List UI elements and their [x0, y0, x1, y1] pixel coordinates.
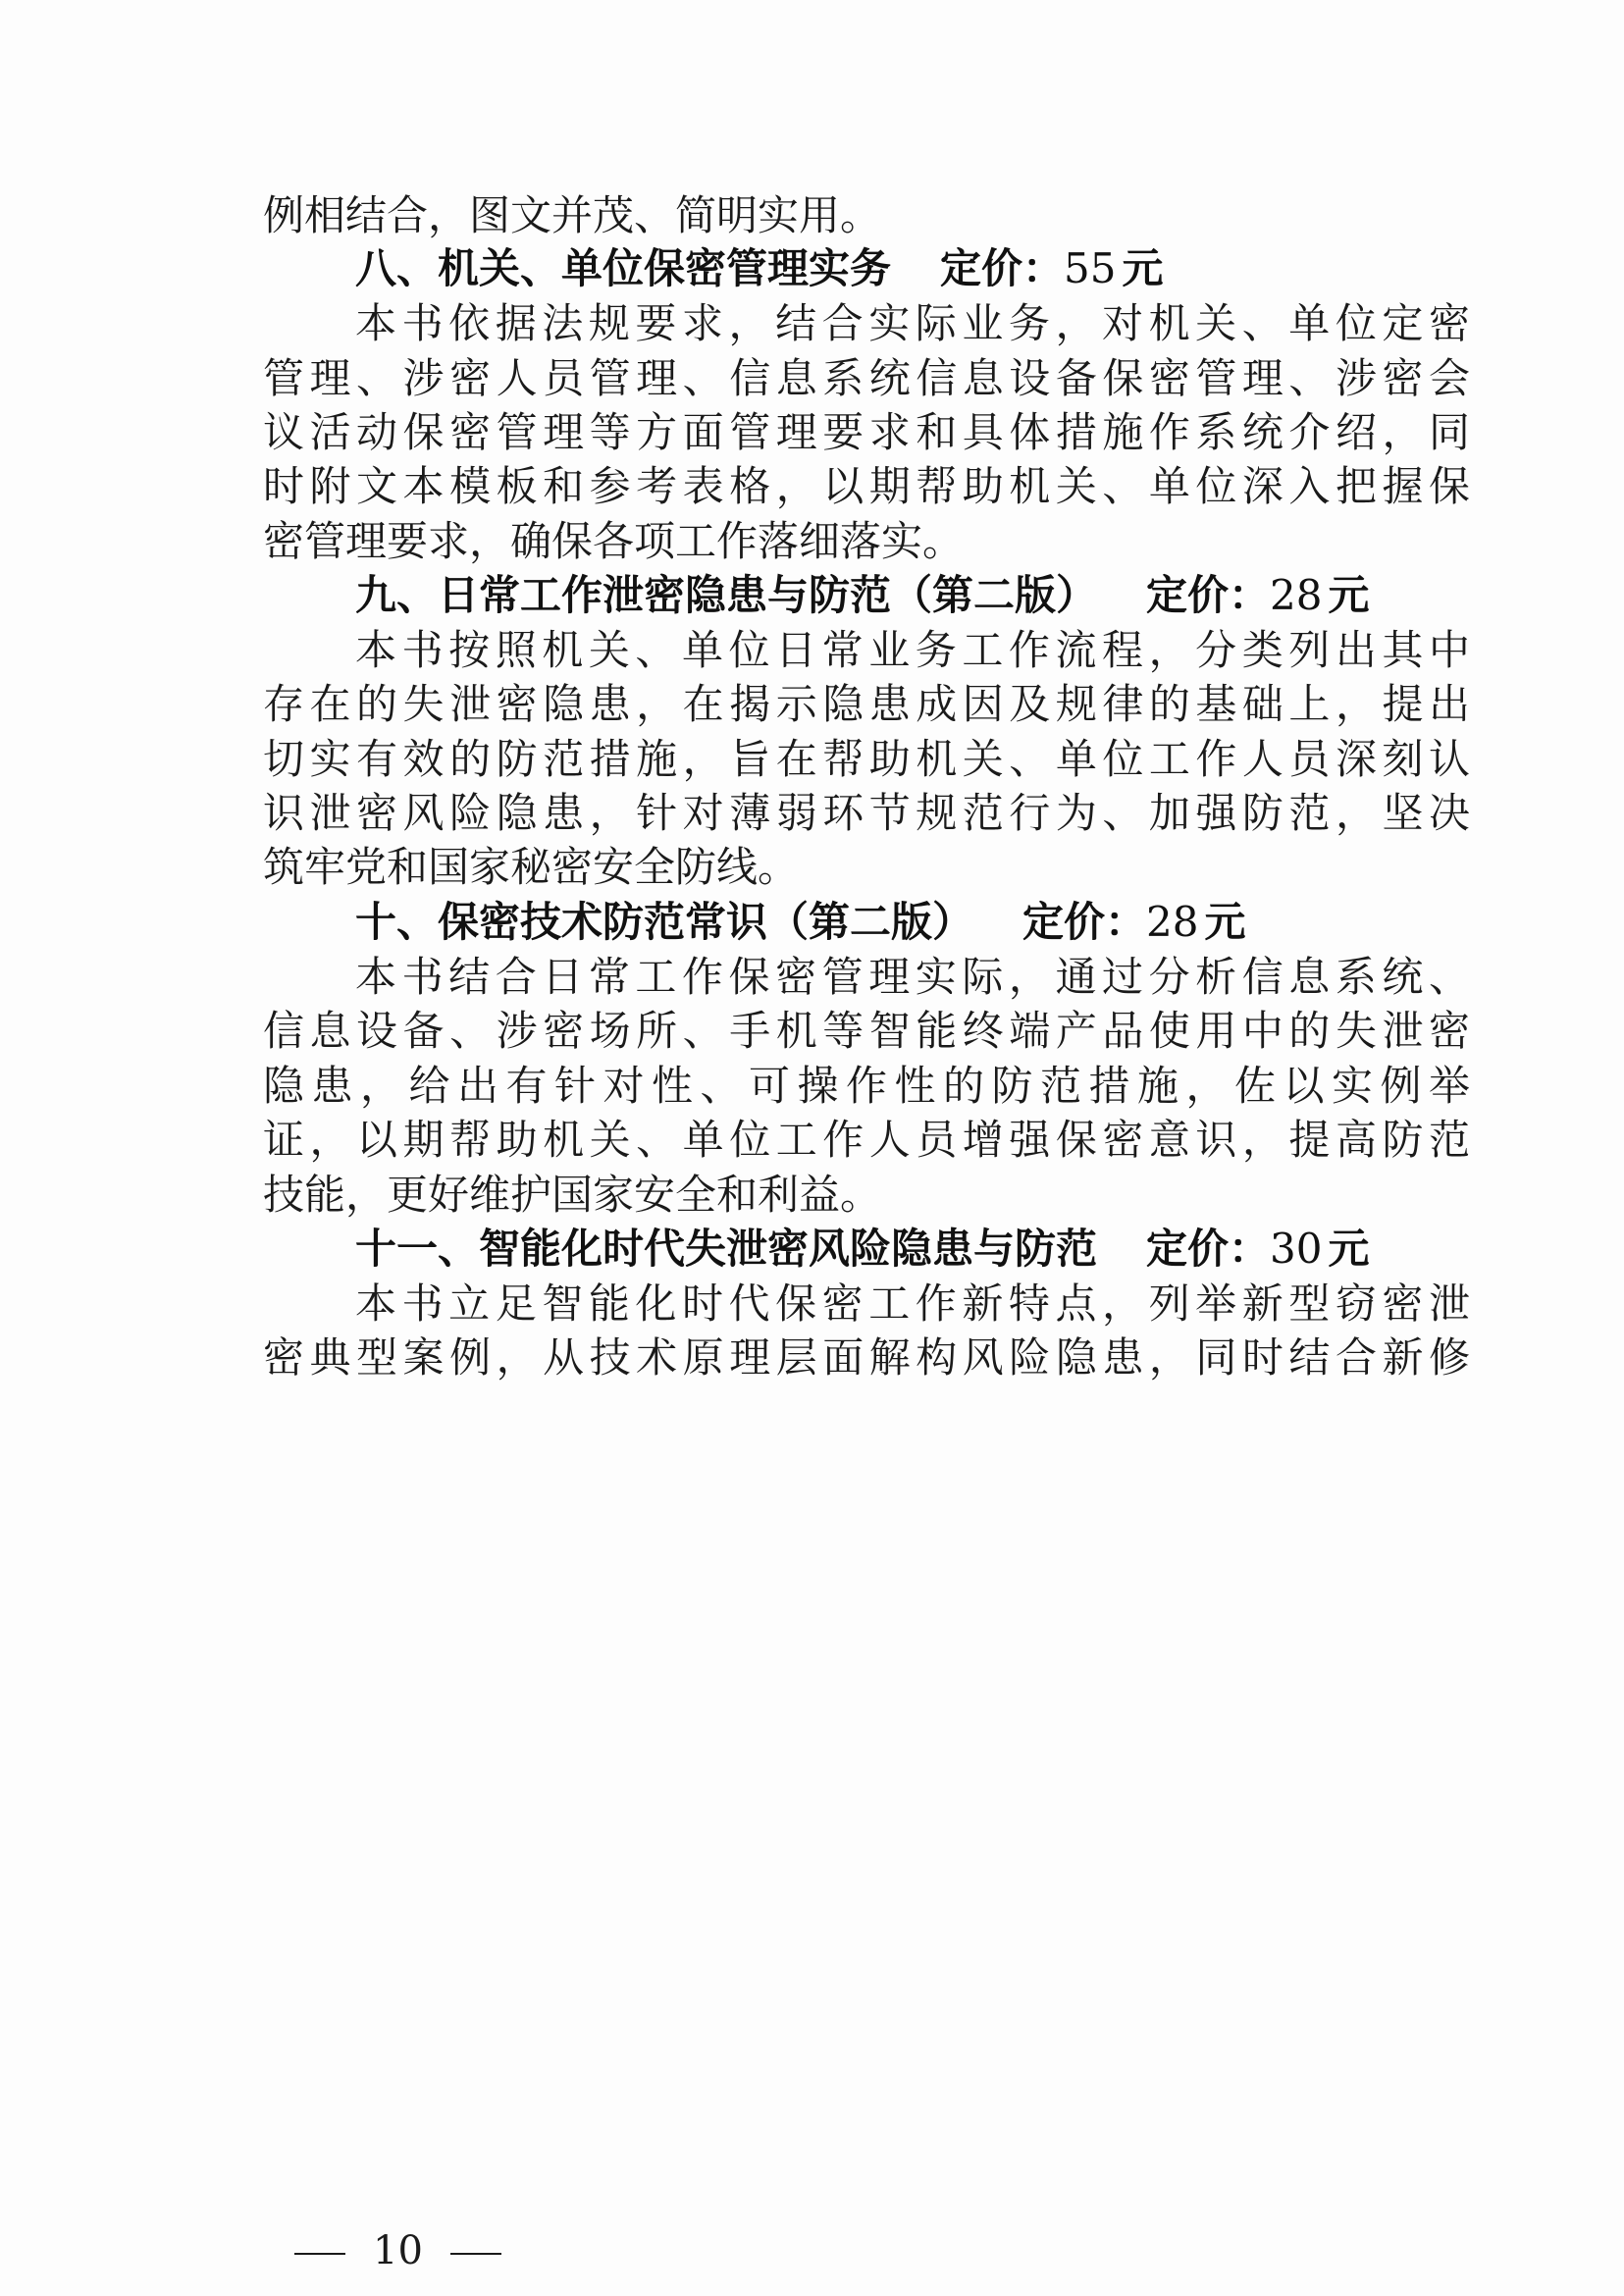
- price-unit: 元: [1122, 244, 1164, 292]
- section-heading: [355, 1224, 1370, 1275]
- paragraph-line: 议活动保密管理等方面管理要求和具体措施作系统介绍，同: [263, 408, 1470, 456]
- section-title: 机关、单位保密管理实务: [438, 244, 892, 292]
- section-title: 智能化时代失泄密风险隐患与防范: [479, 1225, 1098, 1273]
- price-unit: 元: [1328, 1225, 1370, 1273]
- paragraph-line: 本书立足智能化时代保密工作新特点，列举新型窃密泄: [355, 1279, 1470, 1328]
- page-number-value: 10: [373, 2228, 423, 2273]
- paragraph-line: 管理、涉密人员管理、信息系统信息设备保密管理、涉密会: [263, 354, 1470, 402]
- paragraph-line: 密典型案例，从技术原理层面解构风险隐患，同时结合新修: [263, 1333, 1470, 1382]
- section-number: 八、: [355, 244, 439, 292]
- section-number: 九、: [355, 571, 439, 619]
- price-label: 定价：: [940, 244, 1065, 292]
- section-number: 十、: [355, 898, 439, 946]
- section-heading: [355, 243, 1164, 294]
- paragraph-line: 证，以期帮助机关、单位工作人员增强保密意识，提高防范: [263, 1116, 1470, 1164]
- price-value: 30: [1270, 1225, 1323, 1273]
- price-unit: 元: [1204, 898, 1246, 946]
- section-title: 保密技术防范常识（第二版）: [438, 898, 974, 946]
- paragraph-line: 本书结合日常工作保密管理实际，通过分析信息系统、: [355, 953, 1470, 1001]
- price-value: 28: [1146, 898, 1199, 946]
- price-value: 28: [1270, 571, 1323, 619]
- paragraph-line: 密管理要求，确保各项工作落细落实。: [263, 517, 965, 565]
- price-value: 55: [1064, 244, 1117, 292]
- paragraph-line: 识泄密风险隐患，针对薄弱环节规范行为、加强防范，坚决: [263, 789, 1470, 837]
- paragraph-line: 例相结合，图文并茂、简明实用。: [263, 191, 882, 239]
- paragraph-line: 信息设备、涉密场所、手机等智能终端产品使用中的失泄密: [263, 1007, 1470, 1055]
- paragraph-line: 时附文本模板和参考表格，以期帮助机关、单位深入把握保: [263, 462, 1470, 510]
- price-label: 定价：: [1146, 1225, 1271, 1273]
- price-unit: 元: [1328, 571, 1370, 619]
- paragraph-line: 存在的失泄密隐患，在揭示隐患成因及规律的基础上，提出: [263, 680, 1470, 728]
- section-number: 十一、: [355, 1225, 480, 1273]
- page-number: [294, 2227, 501, 2274]
- section-heading: [355, 570, 1370, 621]
- paragraph-line: 切实有效的防范措施，旨在帮助机关、单位工作人员深刻认: [263, 735, 1470, 783]
- price-label: 定价：: [1022, 898, 1147, 946]
- paragraph-line: 隐患，给出有针对性、可操作性的防范措施，佐以实例举: [263, 1062, 1470, 1110]
- paragraph-line: 筑牢党和国家秘密安全防线。: [263, 843, 800, 891]
- paragraph-line: 本书按照机关、单位日常业务工作流程，分类列出其中: [355, 626, 1470, 674]
- paragraph-line: 技能，更好维护国家安全和利益。: [263, 1171, 882, 1219]
- section-title: 日常工作泄密隐患与防范（第二版）: [438, 571, 1098, 619]
- dash-right: [450, 2253, 501, 2255]
- dash-left: [294, 2253, 345, 2255]
- paragraph-line: 本书依据法规要求，结合实际业务，对机关、单位定密: [355, 299, 1470, 347]
- price-label: 定价：: [1146, 571, 1271, 619]
- section-heading: [355, 897, 1246, 948]
